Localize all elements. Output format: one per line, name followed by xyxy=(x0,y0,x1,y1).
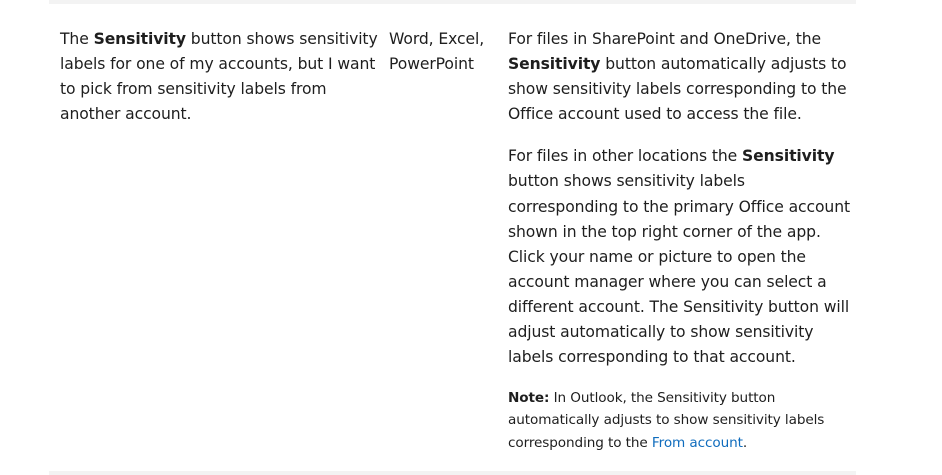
table-row-divider-bottom xyxy=(49,471,856,475)
resolution-p2-prefix: For files in other locations the xyxy=(508,147,743,166)
outlook-note xyxy=(508,387,858,454)
issue-sensitivity-bold: Sensitivity xyxy=(93,30,186,48)
resolution-p1-bold: Sensitivity xyxy=(508,55,601,74)
resolution-p1-prefix: For files in SharePoint and OneDrive, the xyxy=(508,30,822,48)
note-end: . xyxy=(742,434,748,451)
resolution-paragraph-1 xyxy=(508,27,858,127)
note-label: Note: xyxy=(508,390,550,407)
from-account-link[interactable]: From account xyxy=(651,434,743,451)
apps-line-1: Word, Excel, xyxy=(389,30,485,48)
apps-line-2: PowerPoint xyxy=(389,55,474,74)
resolution-paragraph-2 xyxy=(508,144,858,370)
issue-text-suffix: button shows sensitivity labels for one of my accounts, but I want to pick from sensitivity labels from another account. xyxy=(60,30,378,124)
issue-cell xyxy=(60,27,378,127)
table-row-divider-top xyxy=(49,0,856,4)
note-text: In Outlook, the Sensitivity button automatically adjusts to show sensitivity labels corresponding to the xyxy=(508,390,825,451)
apps-cell xyxy=(389,27,499,77)
resolution-p2-bold: Sensitivity xyxy=(742,147,835,166)
resolution-p1-suffix: button automatically adjusts to show sensitivity labels corresponding to the Office account used to access the file. xyxy=(508,55,847,124)
resolution-cell xyxy=(508,27,858,454)
issue-text-prefix: The xyxy=(60,30,94,48)
resolution-p2-suffix: button shows sensitivity labels corresponding to the primary Office account shown in the top right corner of the app. Click your name or picture to open the account manager where you can select a different account. The Sensitivity button will adjust automatically to show sensitivity labels corresponding to that account. xyxy=(508,172,851,367)
